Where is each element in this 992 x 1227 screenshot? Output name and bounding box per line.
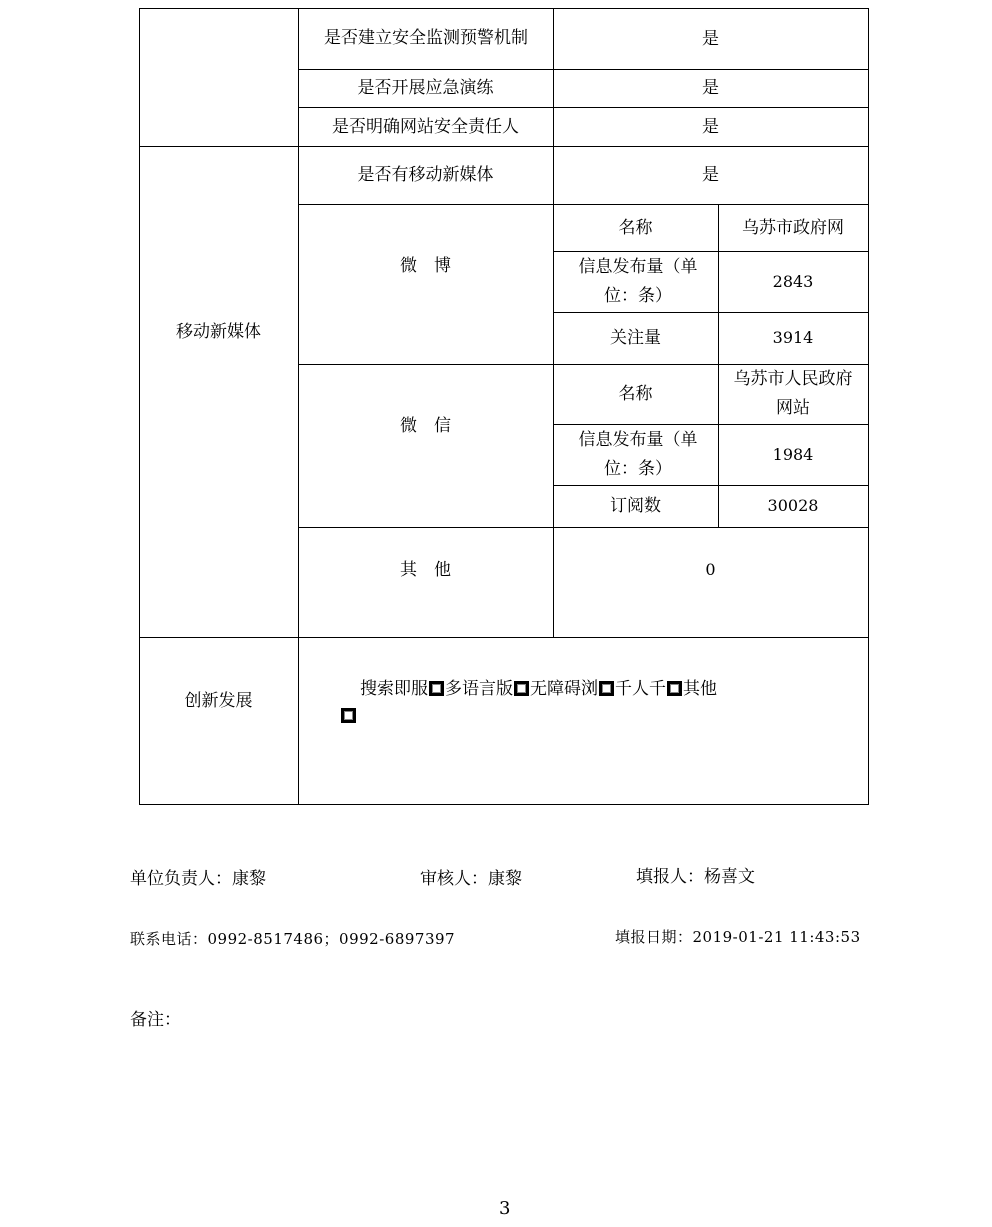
mobile-media-section-label: 移动新媒体 <box>176 321 261 342</box>
other-value: 0 <box>705 560 716 579</box>
page-number: 3 <box>499 1198 511 1219</box>
innovation-section-label: 创新发展 <box>184 691 253 711</box>
option-search-label: 搜索即服 <box>360 679 428 699</box>
innovation-options <box>340 676 820 730</box>
fill-date: 填报日期：2019-01-21 11:43:53 <box>615 928 861 946</box>
remarks: 备注： <box>130 1010 181 1030</box>
wechat-name-value: 乌苏市人民政府网站 <box>733 369 853 418</box>
weibo-follow-label: 关注量 <box>610 328 661 348</box>
option-other-label: 其他 <box>683 679 717 699</box>
option-personal-label: 千人千 <box>615 679 666 699</box>
personalized-checkbox[interactable] <box>667 681 682 696</box>
security-owner-value: 是 <box>702 116 719 137</box>
wechat-name-label: 名称 <box>618 384 653 404</box>
has-mobile-media-value: 是 <box>702 165 719 185</box>
unit-head: 单位负责人：康黎 <box>130 869 266 889</box>
other-label: 其 他 <box>400 560 451 580</box>
weibo-label: 微 博 <box>400 256 451 276</box>
wechat-posts-label: 信息发布量（单位：条） <box>578 429 698 479</box>
table-border-right <box>868 8 869 805</box>
monitor-warning-label: 是否建立安全监测预警机制 <box>324 28 528 48</box>
wechat-subs-value: 30028 <box>767 496 819 515</box>
wechat-posts-value: 1984 <box>772 444 814 464</box>
wechat-label: 微 信 <box>400 416 451 436</box>
weibo-name-value: 乌苏市政府网 <box>742 217 844 238</box>
filler: 填报人：杨喜文 <box>636 867 755 887</box>
weibo-posts-value: 2843 <box>772 271 814 291</box>
has-mobile-media-label: 是否有移动新媒体 <box>357 165 494 185</box>
weibo-posts-label: 信息发布量（单位：条） <box>578 256 698 306</box>
other-checkbox[interactable] <box>341 708 356 723</box>
reviewer: 审核人：康黎 <box>420 869 522 889</box>
emergency-drill-value: 是 <box>702 78 719 98</box>
option-accessible-label: 无障碍浏 <box>530 679 598 699</box>
contact-phone: 联系电话：0992-8517486；0992-6897397 <box>130 930 456 948</box>
option-multilang-label: 多语言版 <box>445 679 513 699</box>
wechat-subs-label: 订阅数 <box>610 496 661 516</box>
weibo-follow-value: 3914 <box>772 328 814 347</box>
accessible-checkbox[interactable] <box>599 681 614 696</box>
multilingual-checkbox[interactable] <box>514 681 529 696</box>
table-row-line <box>139 804 869 805</box>
security-owner-label: 是否明确网站安全责任人 <box>332 116 519 137</box>
monitor-warning-value: 是 <box>702 28 719 49</box>
emergency-drill-label: 是否开展应急演练 <box>357 78 494 98</box>
weibo-name-label: 名称 <box>618 217 653 238</box>
search-service-checkbox[interactable] <box>429 681 444 696</box>
